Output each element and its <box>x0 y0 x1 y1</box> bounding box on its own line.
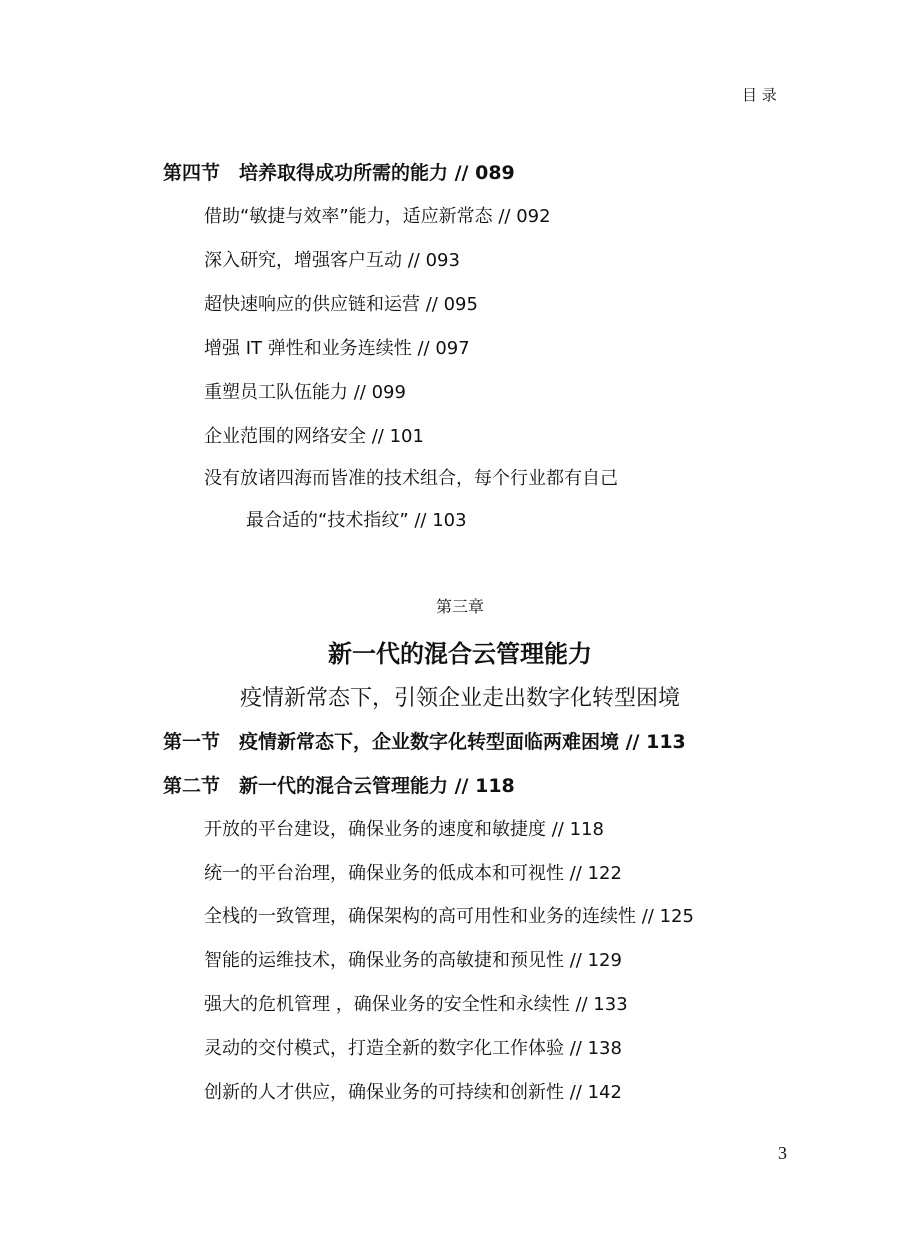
toc-item[interactable]: 企业范围的网络安全 // 101 <box>204 426 424 447</box>
toc-item[interactable]: 强大的危机管理 ，确保业务的安全性和永续性 // 133 <box>204 994 628 1015</box>
chapter-title: 新一代的混合云管理能力 <box>328 639 592 668</box>
toc-item[interactable]: 灵动的交付模式，打造全新的数字化工作体验 // 138 <box>204 1038 622 1059</box>
toc-item[interactable]: 开放的平台建设，确保业务的速度和敏捷度 // 118 <box>204 819 604 840</box>
toc-item[interactable]: 智能的运维技术，确保业务的高敏捷和预见性 // 129 <box>204 950 622 971</box>
chapter-subtitle: 疫情新常态下，引领企业走出数字化转型困境 <box>239 686 680 711</box>
chapter-label: 第三章 <box>435 597 484 616</box>
toc-item[interactable]: 没有放诸四海而皆准的技术组合，每个行业都有自己 <box>204 468 618 489</box>
running-header: 目 录 <box>742 86 777 104</box>
toc-item[interactable]: 借助“敏捷与效率”能力，适应新常态 // 092 <box>204 206 551 227</box>
toc-item[interactable]: 增强 IT 弹性和业务连续性 // 097 <box>204 338 470 359</box>
toc-section-1[interactable]: 第一节 疫情新常态下，企业数字化转型面临两难困境 // 113 <box>163 731 686 753</box>
toc-item[interactable]: 全栈的一致管理，确保架构的高可用性和业务的连续性 // 125 <box>204 906 694 927</box>
toc-item[interactable]: 统一的平台治理，确保业务的低成本和可视性 // 122 <box>204 863 622 884</box>
toc-item[interactable]: 创新的人才供应，确保业务的可持续和创新性 // 142 <box>204 1082 622 1103</box>
toc-item[interactable]: 重塑员工队伍能力 // 099 <box>204 382 406 403</box>
toc-section-2[interactable]: 第二节 新一代的混合云管理能力 // 118 <box>163 775 515 797</box>
page-number: 3 <box>778 1143 787 1163</box>
toc-section-4[interactable]: 第四节 培养取得成功所需的能力 // 089 <box>163 162 515 184</box>
toc-item[interactable]: 超快速响应的供应链和运营 // 095 <box>204 294 478 315</box>
toc-item-continuation[interactable]: 最合适的“技术指纹” // 103 <box>246 510 467 531</box>
toc-item[interactable]: 深入研究，增强客户互动 // 093 <box>204 250 460 271</box>
